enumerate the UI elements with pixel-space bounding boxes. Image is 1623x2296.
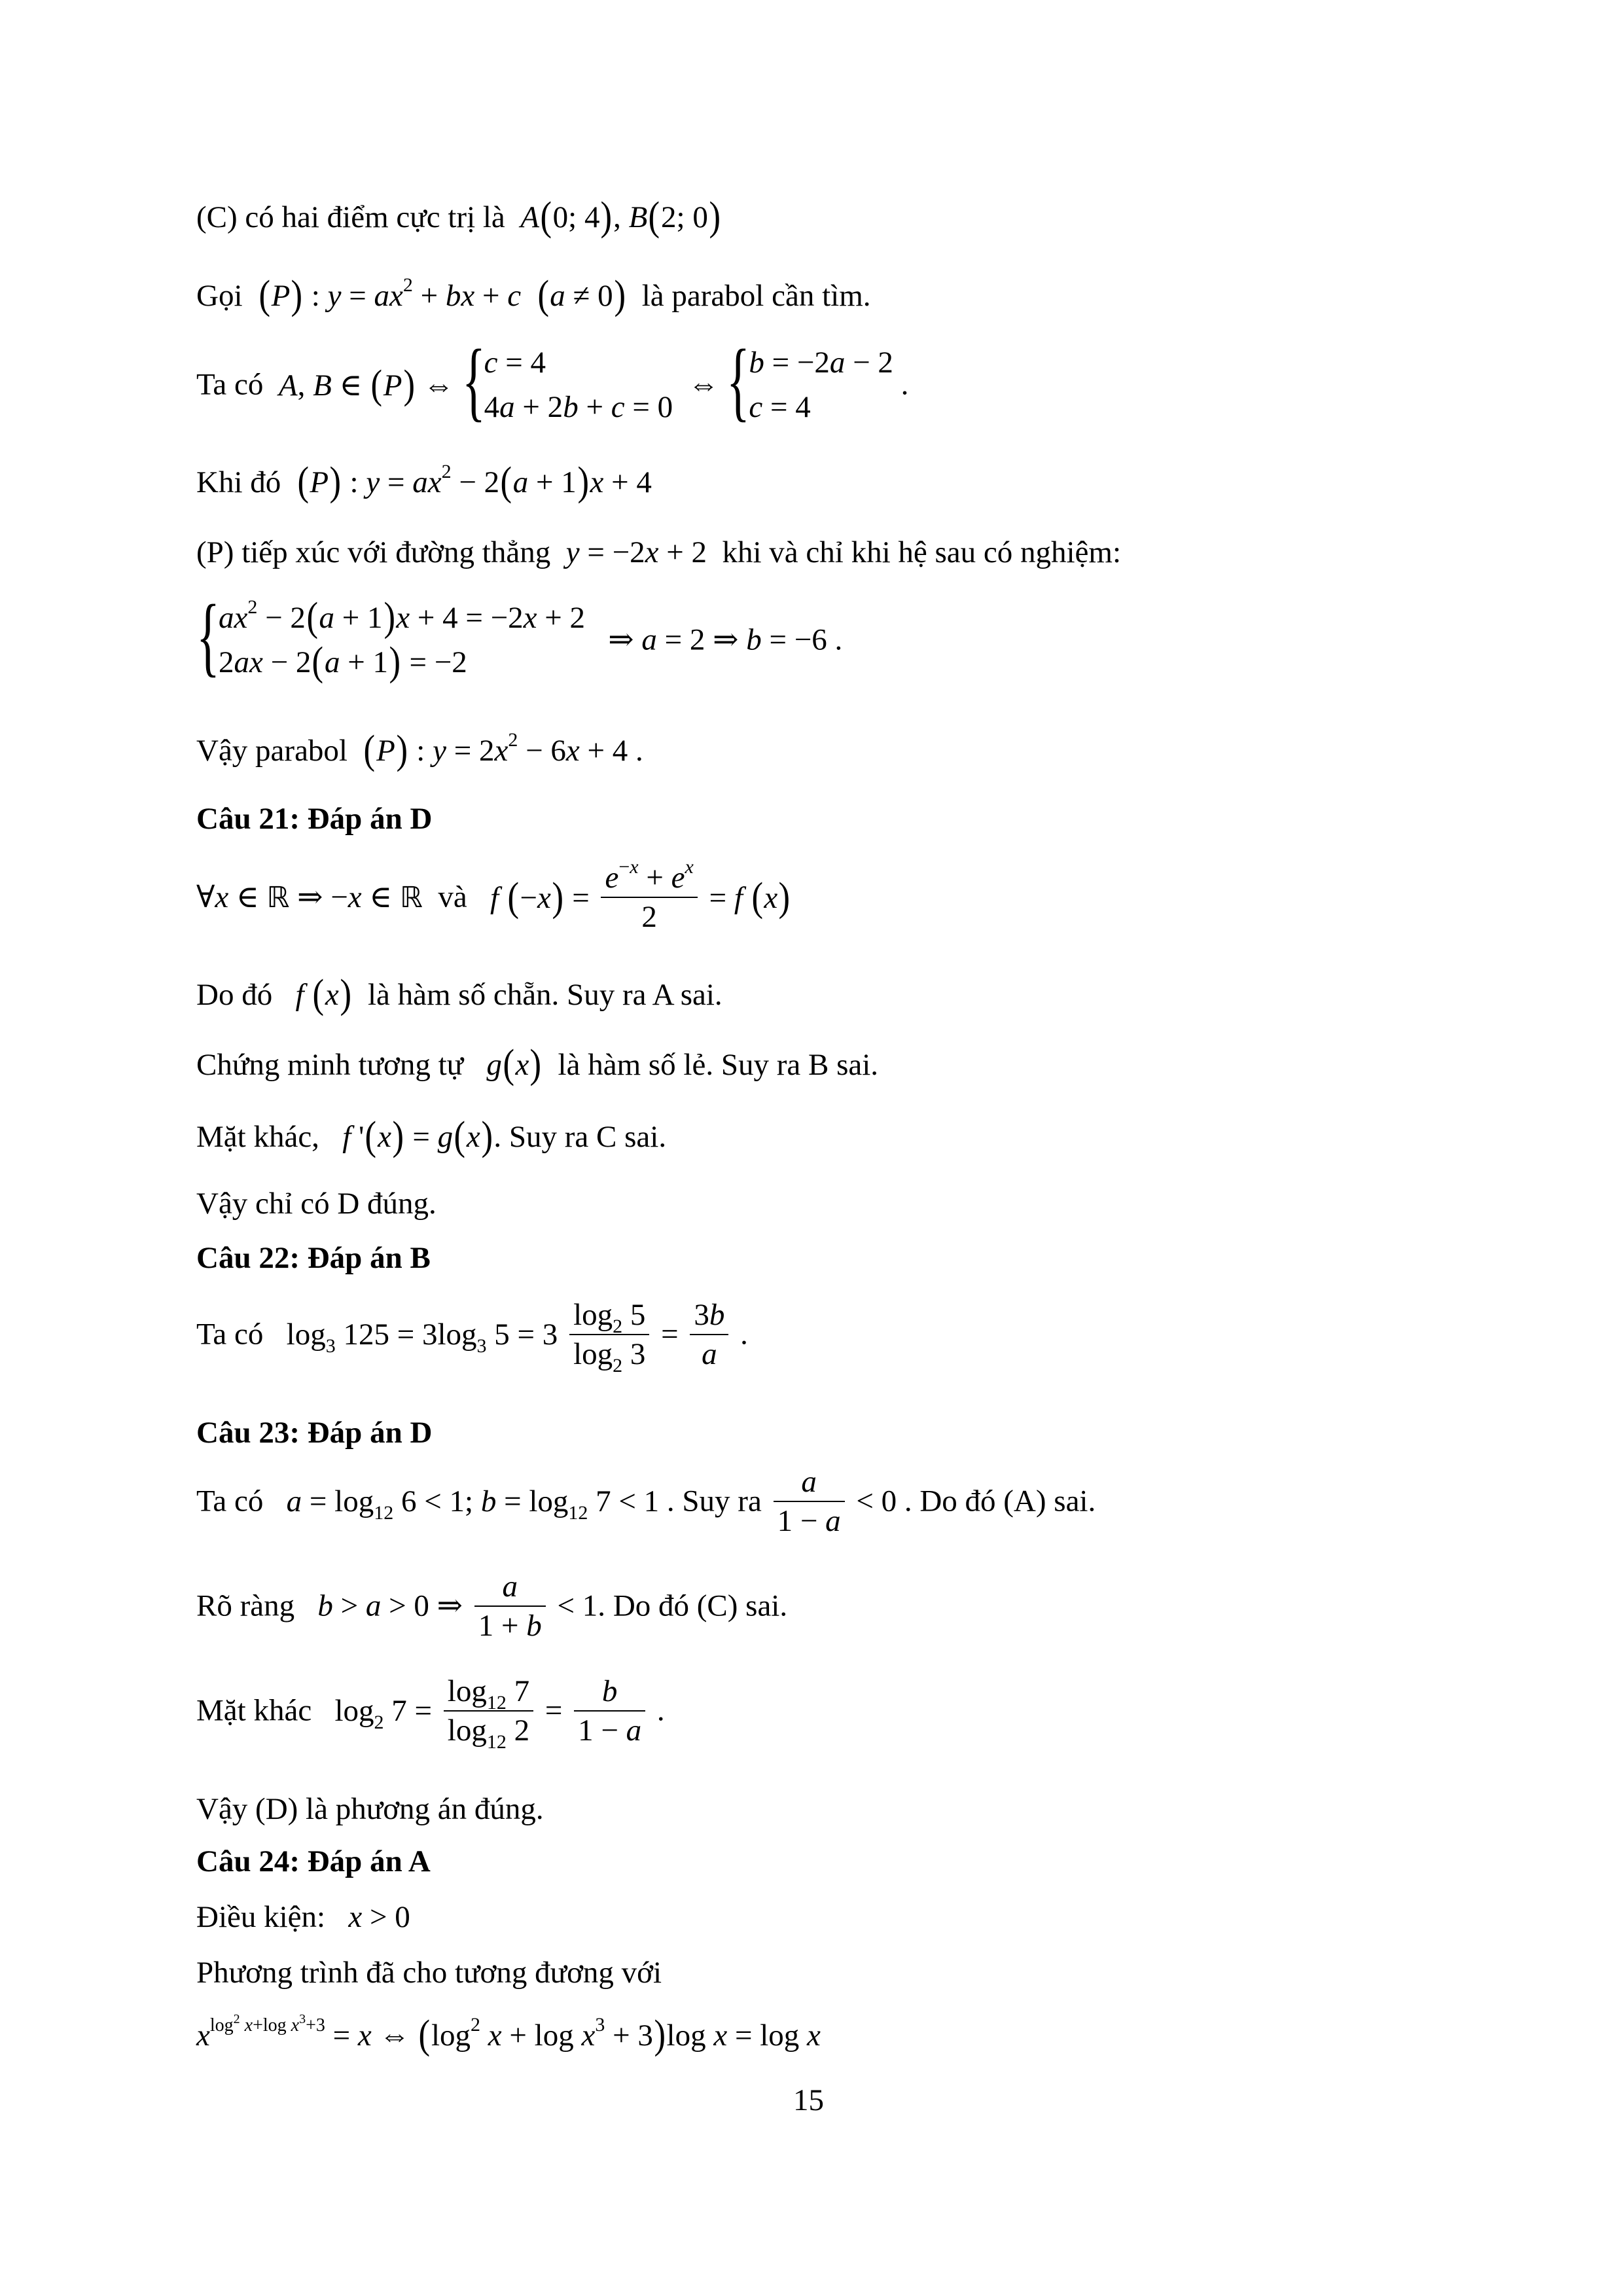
math-expression: (P) : $y = ax^2 - 2(a + 1)x + 4$ (297, 459, 652, 504)
text-line: Ta có $\log_3 125 = 3\log_3$ 5 = 3 $\frac{\log_2 5}{\log_2 3}$ = $\frac{3b}{a}$ . (196, 1296, 748, 1373)
math-expression: = f (x) (709, 875, 791, 920)
text-line: Ta có A, B ∈ (P) ⇔ { c = 4 4a + 2b + c = 0 ⇔ { b = −2a − 2 c = 4 . (196, 332, 909, 430)
text-line (196, 1044, 878, 1085)
fraction: $\frac{e^{-x} + e^x}{2}$ (601, 859, 697, 936)
math-expression: f '(x) = g(x) (342, 1114, 493, 1158)
text: khi và chỉ khi hệ sau có nghiệm: (722, 535, 1122, 569)
fraction: $\frac{a}{1 - a}$ (774, 1463, 845, 1540)
page-number: 15 (793, 2083, 824, 2117)
text: . Do đó (A) sai. (904, 1484, 1096, 1518)
math-expression: b > a > 0 ⇒ (317, 1588, 463, 1623)
text: là hàm số chẵn. Suy ra A sai. (367, 978, 722, 1012)
text: (P) tiếp xúc với đường thẳng (196, 535, 551, 569)
math-expression: $a = \log_{12} 6 < 1$; $b = \log_{12} 7 < 1$ (286, 1484, 667, 1524)
math-expression: x > 0 (348, 1900, 410, 1934)
math-expression: ⇒ a = 2 ⇒ b = −6 . (592, 622, 843, 657)
text-line (196, 461, 652, 502)
text-line (196, 196, 721, 237)
text-line (196, 533, 1121, 572)
equation-system: { b = −2a − 2 c = 4 (726, 332, 893, 430)
math-expression: (P) : $y = 2x^2 - 6x + 4$ . (364, 728, 643, 772)
question-heading: Câu 21: Đáp án D (196, 802, 433, 836)
question-heading: Câu 22: Đáp án B (196, 1241, 431, 1275)
math-expression: < 1. (557, 1588, 613, 1623)
math-expression: A, B ∈ (P) ⇔ (278, 363, 462, 407)
text-line (196, 1116, 666, 1157)
math-expression: f (−x) = (490, 875, 597, 920)
text-line (196, 1898, 410, 1937)
equation-system: { $ax^2 - 2(a + 1)x + 4 = -2x + 2$ 2ax − 2(a + 1) = −2 (196, 587, 586, 685)
text: Rõ ràng (196, 1588, 295, 1623)
fraction: $\frac{\log_2 5}{\log_2 3}$ (569, 1296, 649, 1373)
math-expression: (P) : $y = ax^2$ + bx + c (a ≠ 0) (259, 273, 626, 317)
fraction: $\frac{b}{1 - a}$ (574, 1672, 645, 1749)
math-expression: $\log_3 125 = 3\log_3$ 5 = 3 (271, 1317, 558, 1357)
math-expression: ⇔ (680, 367, 727, 402)
text: là hàm số lẻ. Suy ra B sai. (558, 1048, 879, 1082)
text: Chứng minh tương tự (196, 1048, 464, 1082)
text: Mặt khác (196, 1693, 312, 1728)
math-expression: y = −2x + 2 (565, 535, 715, 569)
text-line: Vậy chỉ có D đúng. (196, 1187, 437, 1221)
text: Ta có (196, 1484, 264, 1518)
text-line (196, 1463, 1096, 1540)
text: là parabol cần tìm. (641, 279, 871, 313)
text-line (196, 856, 791, 936)
text: và (438, 880, 467, 914)
equation-system: { c = 4 4a + 2b + c = 0 (461, 332, 673, 430)
question-heading: Câu 24: Đáp án A (196, 1844, 431, 1878)
math-expression: A(0; 4), B(2; 0) (520, 194, 721, 239)
text: Khi đó (196, 465, 281, 499)
math-expression: ∀x ∈ ℝ ⇒ −x ∈ ℝ (196, 880, 423, 914)
question-heading: Câu 23: Đáp án D (196, 1416, 433, 1450)
text: Vậy parabol (196, 734, 348, 768)
text: Điều kiện: (196, 1900, 326, 1934)
text: . Suy ra (666, 1484, 762, 1518)
text-line (196, 730, 643, 770)
fraction: $\frac{a}{1 + b}$ (474, 1568, 546, 1645)
math-expression: < 0 (856, 1484, 904, 1518)
math-expression: $x^{log^2 x+log x^3+3} = x$ ⇔ ($\log^2$ $x + \log x^3 + 3)\log$ x = log x (196, 2012, 821, 2057)
text: (C) có hai điểm cực trị là (196, 200, 505, 234)
math-expression: g(x) (486, 1042, 542, 1086)
text-line (196, 275, 871, 315)
text-line (196, 1568, 787, 1645)
text: Ta có (196, 367, 264, 402)
math-expression: f (x) (295, 972, 351, 1016)
text: Do đó (C) sai. (613, 1588, 788, 1623)
fraction: $\frac{\log_{12} 7}{\log_{12} 2}$ (444, 1672, 533, 1749)
text: Ta có (196, 1317, 264, 1352)
text: . Suy ra C sai. (493, 1120, 667, 1154)
text: Gọi (196, 279, 243, 313)
text-line (196, 2012, 821, 2057)
text-line (196, 587, 843, 685)
text: Do đó (196, 978, 273, 1012)
text-line (196, 974, 722, 1014)
text-line: Mặt khác $\log_2 7$ = $\frac{\log_{12} 7}{\log_{12} 2}$ = $\frac{b}{1 - a}$ . (196, 1672, 665, 1749)
text-line: Phương trình đã cho tương đương với (196, 1956, 662, 1990)
text-line: Vậy (D) là phương án đúng. (196, 1792, 544, 1826)
text: Mặt khác, (196, 1120, 319, 1154)
fraction: $\frac{3b}{a}$ (690, 1296, 728, 1373)
math-expression: $\log_2 7$ = (319, 1693, 433, 1733)
